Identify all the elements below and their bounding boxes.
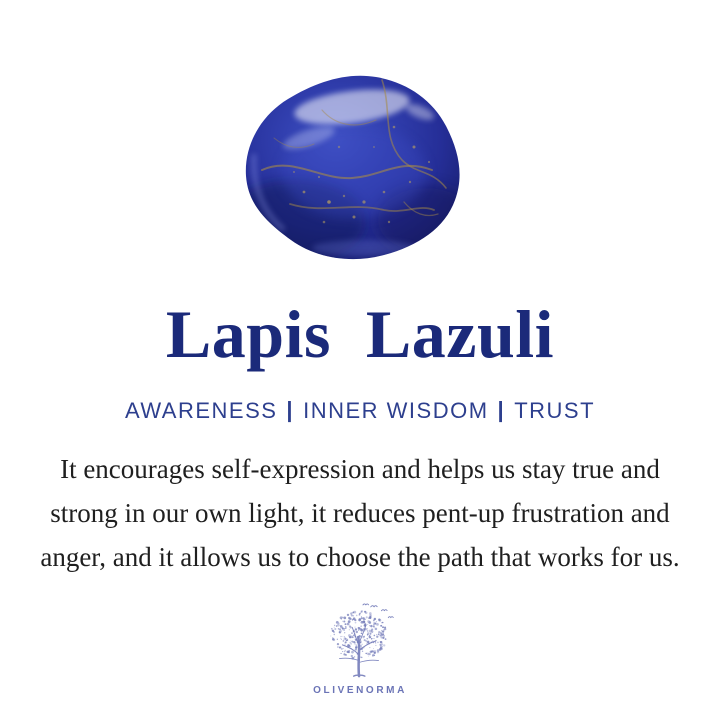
- brand-name: OLIVENORMA: [313, 685, 407, 696]
- birds-icon: [363, 604, 393, 618]
- page-title: Lapis Lazuli: [165, 296, 555, 372]
- keywords-row: [0, 398, 720, 424]
- keyword-trust: TRUST: [514, 398, 596, 423]
- description-line-1: It encourages self-expression and helps us stay true and: [60, 454, 660, 484]
- separator-bar: |: [497, 397, 506, 422]
- description-line-3: anger, and it allows us to choose the path that works for us.: [40, 542, 680, 572]
- description-line-2: strong in our own light, it reduces pent-up frustration and: [50, 498, 670, 528]
- lapis-stone-graphic: [234, 54, 478, 268]
- keyword-inner-wisdom: INNER WISDOM: [303, 398, 489, 423]
- olive-tree-with-birds-icon: [316, 602, 404, 682]
- keyword-awareness: AWARENESS: [124, 398, 278, 423]
- separator-bar: |: [286, 397, 295, 422]
- brand-logo: [0, 602, 720, 696]
- lapis-lazuli-stone-image: [234, 54, 478, 268]
- description-text: [0, 447, 720, 579]
